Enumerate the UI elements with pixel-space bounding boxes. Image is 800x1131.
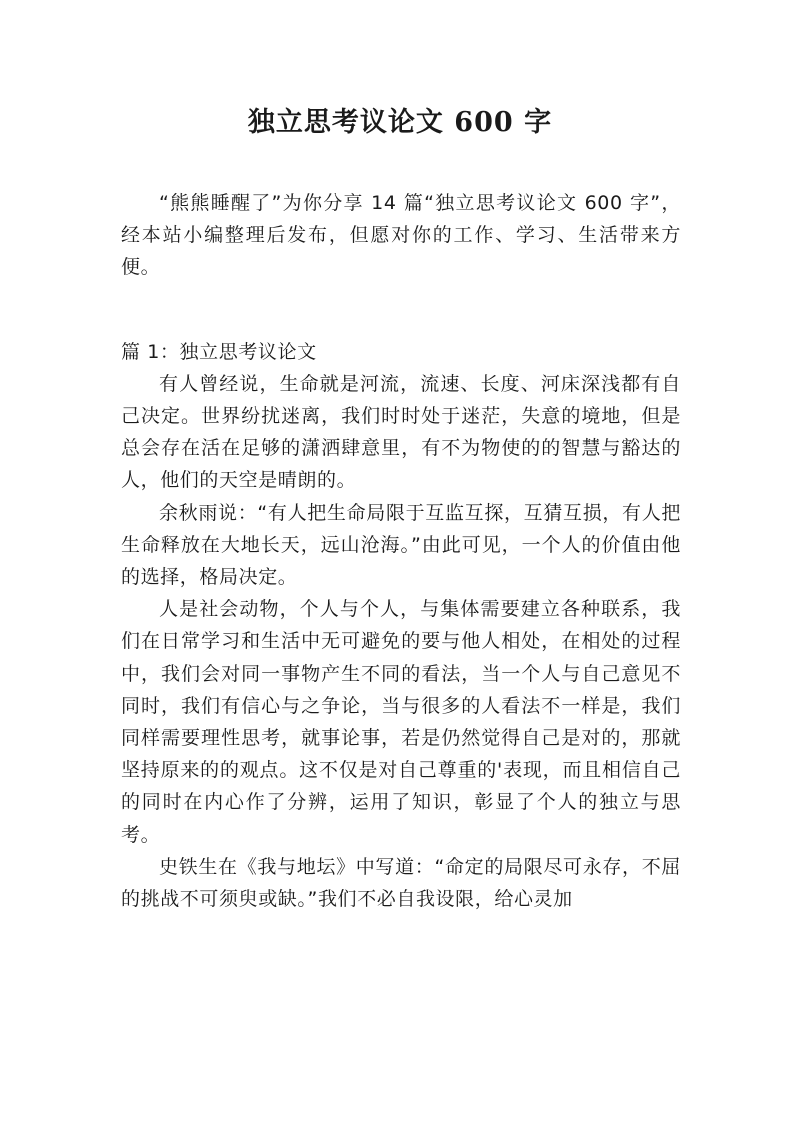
body-paragraph-2: 余秋雨说：“有人把生命局限于互监互探，互猜互损，有人把生命释放在大地长天，远山沧海。”由此可见，一个人的价值由他的选择，格局决定。 xyxy=(121,501,681,589)
body-paragraph-1: 有人曾经说，生命就是河流，流速、长度、河床深浅都有自己决定。世界纷扰迷离，我们时时处于迷茫，失意的境地，但是总会存在活在足够的潇洒肆意里，有不为物使的的智慧与豁达的人，他们的天空是晴朗的。 xyxy=(121,372,681,492)
body-paragraph-3: 人是社会动物，个人与个人，与集体需要建立各种联系，我们在日常学习和生活中无可避免的要与他人相处，在相处的过程中，我们会对同一事物产生不同的看法，当一个人与自己意见不同时，我们有信心与之争论，当与很多的人看法不一样是，我们同样需要理性思考，就事论事，若是仍然觉得自己是对的，那就坚持原来的的观点。这不仅是对自己尊重的'表现，而且相信自己的同时在内心作了分辨，运用了知识，彰显了个人的独立与思考。 xyxy=(121,598,681,846)
section-heading: 篇 1：独立思考议论文 xyxy=(121,340,317,363)
intro-paragraph: “熊熊睡醒了”为你分享 14 篇“独立思考议论文 600 字”，经本站小编整理后发布，但愿对你的工作、学习、生活带来方便。 xyxy=(121,192,681,279)
document-title: 独立思考议论文 600 字 xyxy=(247,107,553,138)
document-body xyxy=(121,187,681,915)
body-paragraph-4: 史铁生在《我与地坛》中写道：“命定的局限尽可永存，不屈的挑战不可须臾或缺。”我们不必自我设限，给心灵加 xyxy=(121,855,681,911)
